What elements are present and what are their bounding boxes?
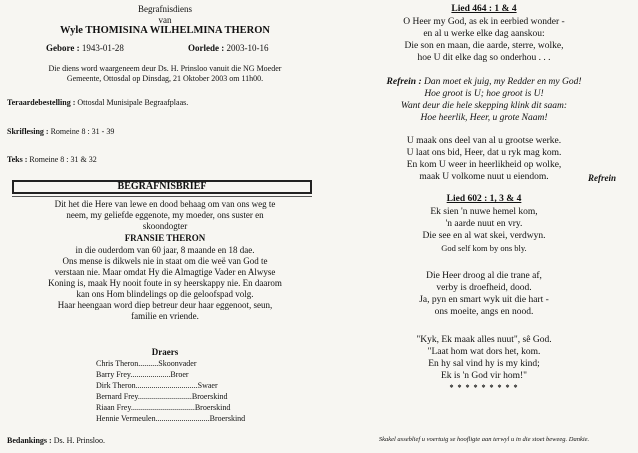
deceased-name: [0, 25, 330, 36]
thanks-row: [7, 436, 105, 445]
hymn2-verse-line: Ek sien 'n nuwe hemel kom,: [430, 207, 538, 217]
letter-line-2: neem, my geliefde eggenote, my moeder, ons suster en: [66, 210, 264, 220]
hymn2-verse2-line: verby is droefheid, dood.: [436, 283, 532, 293]
hymn1-verse2-line: maak U volkome nuut u eiendom.: [419, 172, 549, 182]
refrain-label: Refrein :: [386, 77, 422, 87]
service-line-2: Gemeente, Ottosdal op Dinsdag, 21 Oktober 2003 om 11h00.: [66, 74, 264, 83]
hymn2-verse3-line: "Laat hom wat dors het, kom.: [427, 347, 541, 357]
stars-divider: * * * * * * * * *: [449, 383, 519, 392]
programme-title: Begrafnisdiens: [138, 4, 192, 14]
letter-title-box: [12, 180, 312, 194]
bearer-relation: Swaer: [197, 381, 218, 390]
hymn2-verse-line: Die see en al wat skei, verdwyn.: [422, 231, 546, 241]
scripture-label: Skriflesing :: [7, 127, 49, 136]
born-row: [46, 43, 124, 53]
letter-line-10: familie en vriende.: [131, 311, 199, 321]
burial-value: Ottosdal Munisipale Begraafplaas.: [77, 98, 189, 107]
hymn2-title: Lied 602 : 1, 3 & 4: [446, 194, 522, 204]
hymn2-verse3-line: "Kyk, Ek maak alles nuut", sê God.: [416, 335, 552, 345]
bearer-row: [96, 392, 227, 401]
deceased-name-prefix: Wyle: [60, 25, 83, 36]
thanks-value: Ds. H. Prinsloo.: [53, 436, 106, 445]
right-page: [330, 0, 638, 453]
text-row: [7, 155, 97, 164]
hymn1-verse2-line: En kom U weer in heerlikheid op wolke,: [406, 160, 562, 170]
born-date: 1943-01-28: [81, 43, 124, 53]
bearer-dots: ...............................: [135, 381, 198, 390]
bearer-name: Dirk Theron: [96, 381, 136, 390]
deceased-name-full: THOMISINA WILHELMINA THERON: [85, 25, 270, 36]
refrain-line-1: [330, 77, 638, 87]
hymn2-verse2-line: Die Heer droog al die trane af,: [426, 271, 542, 281]
bearer-row: [96, 381, 218, 390]
bearer-relation: Broer: [170, 370, 189, 379]
bearer-dots: ..........: [138, 359, 159, 368]
died-date: 2003-10-16: [226, 43, 269, 53]
hymn2-verse-line: 'n aarde nuut en vry.: [445, 219, 523, 229]
refrain-tag: Refrein: [588, 173, 616, 183]
bearer-name: Bernard Frey: [96, 392, 138, 401]
hymn1-verse2-line: U laat ons bid, Heer, dat u ryk mag kom.: [406, 148, 562, 158]
thanks-label: Bedankings :: [7, 436, 52, 445]
bearer-name: Barry Frey: [96, 370, 131, 379]
letter-line-4: in die ouderdom van 60 jaar, 8 maande en 18 dae.: [75, 245, 255, 255]
text-value: Romeine 8 : 31 & 32: [29, 155, 97, 164]
refrain-line: Want deur die hele skepping klink dit saam:: [400, 101, 568, 111]
bearer-dots: ....................: [130, 370, 171, 379]
scripture-value: Romeine 8 : 31 - 39: [50, 127, 115, 136]
programme-van: van: [158, 15, 172, 25]
bearer-row: [96, 359, 197, 368]
refrain-line: Hoe heerlik, Heer, u grote Naam!: [420, 113, 548, 123]
letter-divider: [12, 196, 312, 197]
hymn1-verse-line: hoe U dit elke dag so onderhou . . .: [417, 53, 551, 63]
bearer-dots: ...........................: [155, 414, 210, 423]
died-label: Oorlede :: [188, 43, 225, 53]
letter-line-6: verstaan nie. Maar omdat Hy die Almagtige Vader en Alwyse: [54, 267, 276, 277]
bearer-dots: ................................: [130, 403, 195, 412]
refrain-text: Dan moet ek juig, my Redder en my God!: [423, 77, 582, 87]
hymn2-verse2-line: Ja, pyn en smart wyk uit die hart -: [419, 295, 549, 305]
bearer-name: Riaan Frey: [96, 403, 131, 412]
bearer-relation: Broerskind: [209, 414, 246, 423]
bearer-row: [96, 414, 245, 423]
bearer-relation: Broerskind: [194, 403, 231, 412]
burial-row: [7, 98, 188, 107]
died-row: [188, 43, 269, 53]
bearer-dots: ...........................: [137, 392, 192, 401]
hymn2-verse3-line: Ek is 'n God vir hom!": [440, 371, 528, 381]
refrain-line: Hoe groot is U; hoe groot is U!: [424, 89, 544, 99]
burial-label: Teraardebestelling :: [7, 98, 76, 107]
letter-line-3: skoondogter: [142, 221, 188, 231]
bearer-name: Hennie Vermeulen: [96, 414, 156, 423]
hymn2-verse-line: God self kom by ons bly.: [441, 243, 527, 253]
letter-line-1: Dit het die Here van lewe en dood behaag om van ons weg te: [54, 199, 276, 209]
text-label: Teks :: [7, 155, 28, 164]
scripture-row: [7, 127, 114, 136]
hymn1-title: Lied 464 : 1 & 4: [451, 4, 517, 14]
bearers-title: Draers: [151, 347, 179, 357]
bearer-row: [96, 403, 230, 412]
letter-line-5: Ons mense is dikwels nie in staat om die weë van God te: [62, 256, 268, 266]
hymn1-verse-line: O Heer my God, as ek in eerbied wonder -: [403, 17, 565, 27]
born-label: Gebore :: [46, 43, 80, 53]
bearer-name: Chris Theron: [96, 359, 139, 368]
hymn2-verse3-line: En hy sal vind hy is my kind;: [428, 359, 540, 369]
letter-name: FRANSIE THERON: [124, 233, 206, 243]
hymn1-verse2-line: U maak ons deel van al u grootse werke.: [406, 136, 562, 146]
letter-title: BEGRAFNISBRIEF: [117, 181, 207, 192]
letter-line-8: kan ons Hom blindelings op die geloofspad volg.: [76, 289, 254, 299]
hymn1-verse-line: en al u werke elke dag aanskou:: [423, 29, 545, 39]
letter-line-7: Koning is, maak Hy nooit foute in sy heerskappy nie. En daarom: [48, 278, 282, 288]
service-line-1: Die diens word waargeneem deur Ds. H. Prinsloo vanuit die NG Moeder: [48, 64, 282, 73]
hymn2-verse2-line: ons moeite, angs en nood.: [434, 307, 534, 317]
letter-line-9: Haar heengaan word diep betreur deur haar eggenoot, seun,: [57, 300, 273, 310]
bearer-row: [96, 370, 189, 379]
bearer-relation: Broerskind: [191, 392, 228, 401]
hymn1-verse-line: Die son en maan, die aarde, sterre, wolke,: [404, 41, 564, 51]
bearer-relation: Skoonvader: [158, 359, 197, 368]
procession-note: Skakel asseblief u voertuig se hoofligte aan terwyl u in die stoet beweeg. Dankie.: [378, 436, 590, 443]
